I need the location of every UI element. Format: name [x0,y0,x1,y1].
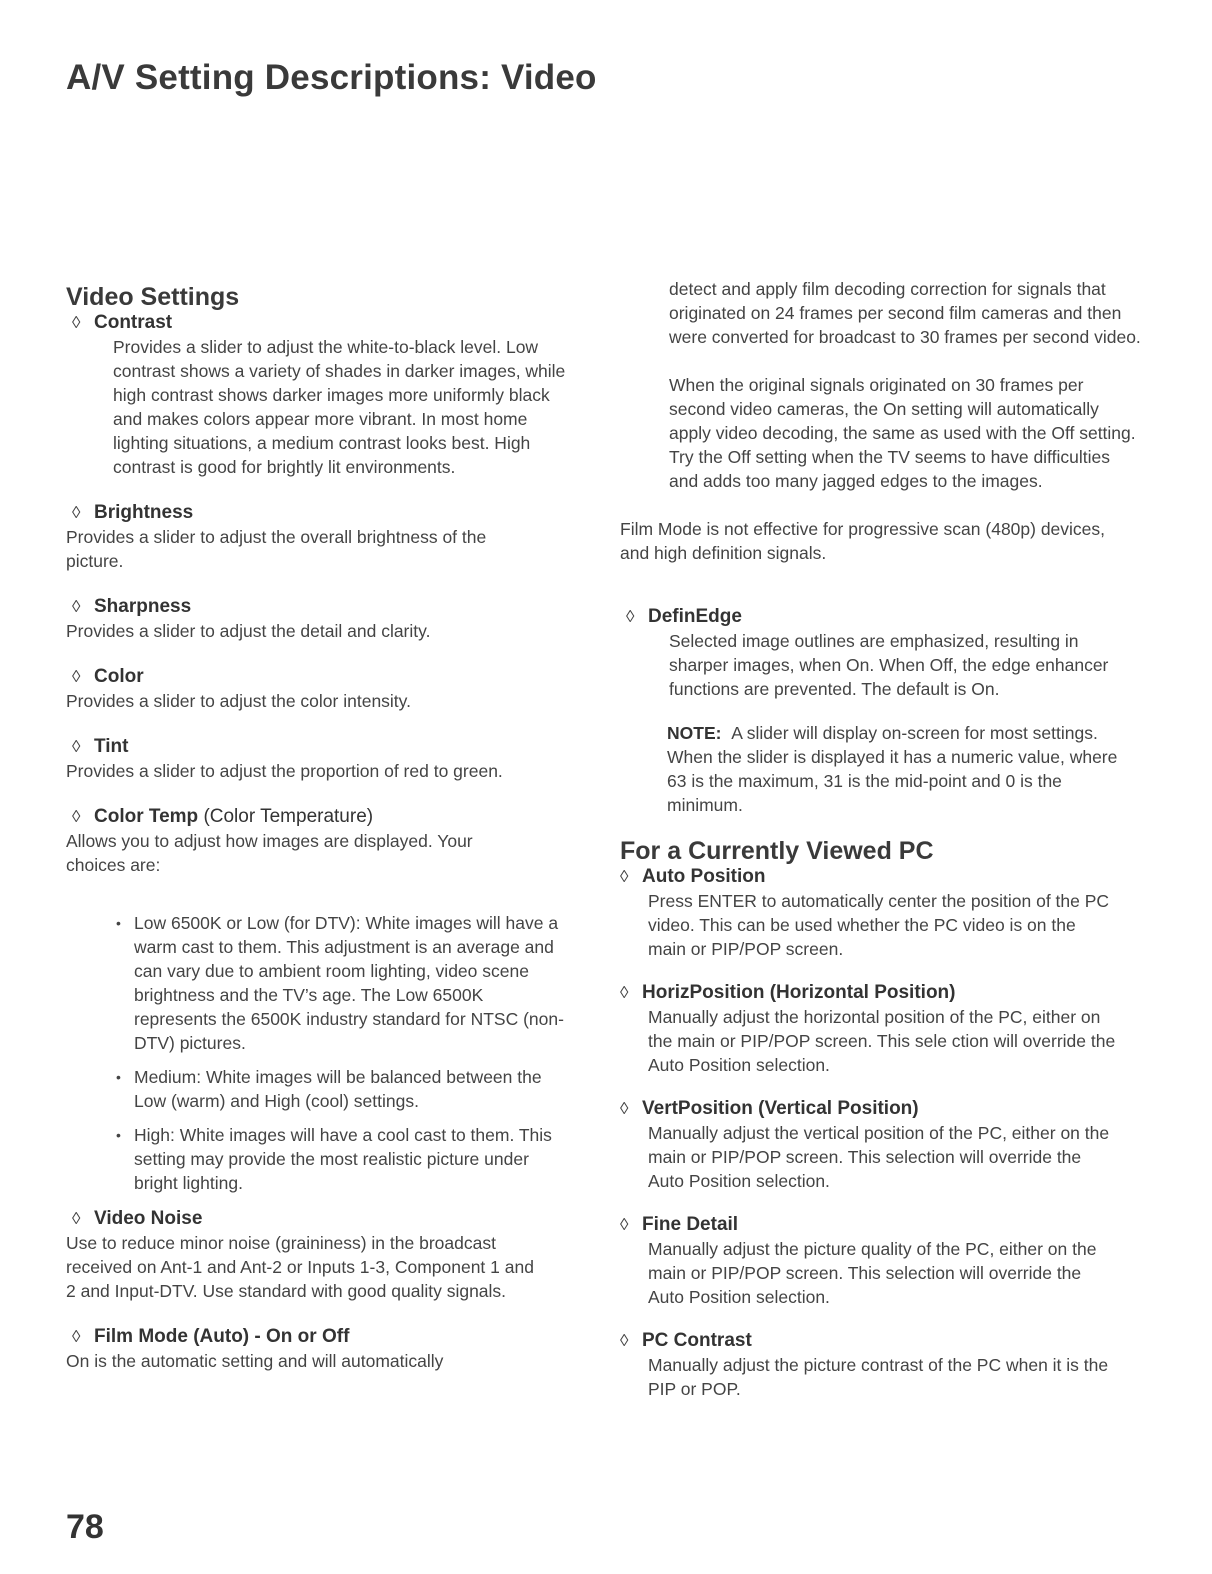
bullet-icon: • [116,1069,121,1085]
contrast-text: Provides a slider to adjust the white-to-black level. Low contrast shows a variety of shades in darker images, while high contrast shows darker images more uniformly black and makes colors appear more vibrant. In most home lighting situations, a medium contrast looks best. High contrast is good for brightly lit environments. [113,337,566,477]
film-mode-text-start: On is the automatic setting and will automatically [66,1351,444,1371]
fine-detail-title: Fine Detail [642,1214,739,1235]
fine-detail-text: Manually adjust the picture quality of the PC, either on the main or PIP/POP screen. This selection will override the Auto Position selection. [648,1239,1097,1307]
diamond-icon: ◊ [72,1209,81,1228]
choice-high-text: High: White images will have a cool cast to them. This setting may provide the most realistic picture under bright lighting. [134,1125,552,1193]
auto-position-text: Press ENTER to automatically center the position of the PC video. This can be used whether the PC video is on the main or PIP/POP screen. [648,891,1110,959]
left-column [66,283,596,1373]
video-noise-title: Video Noise [94,1208,203,1229]
video-noise-text: Use to reduce minor noise (graininess) in the broadcast received on Ant-1 and Ant-2 or Inputs 1-3, Component 1 and 2 and Input-DTV. Use standard with good quality signals. [66,1233,534,1301]
color-temp-choices [116,911,566,1195]
sharpness-text: Provides a slider to adjust the detail and clarity. [66,621,431,641]
diamond-icon: ◊ [72,737,81,756]
film-mode-text-p2: When the original signals originated on 30 frames per second video cameras, the On setting will automatically apply video decoding, the same as used with the Off setting. Try the Off setting when the TV seems to have difficulties and adds too many jagged edges to the images. [669,375,1136,491]
contrast-item [66,311,596,479]
tint-text: Provides a slider to adjust the proportion of red to green. [66,761,503,781]
auto-position-item [620,865,1160,961]
diamond-icon: ◊ [626,607,635,626]
brightness-item [66,501,596,573]
color-temp-item [66,805,596,1195]
diamond-icon: ◊ [72,1327,81,1346]
film-mode-title: Film Mode (Auto) - On or Off [94,1326,350,1347]
horiz-position-title: HorizPosition (Horizontal Position) [642,982,956,1003]
sharpness-item [66,595,596,643]
video-noise-item [66,1207,596,1303]
definedge-title: DefinEdge [648,606,742,627]
page-title: A/V Setting Descriptions: Video [66,58,597,97]
horiz-position-text: Manually adjust the horizontal position of the PC, either on the main or PIP/POP screen. This sele ction will override the Auto Position selection. [648,1007,1116,1075]
color-temp-subtitle: (Color Temperature) [203,806,374,827]
pc-contrast-item [620,1329,1160,1401]
bullet-icon: • [116,1127,121,1143]
film-mode-text-cont: detect and apply film decoding correction for signals that originated on 24 frames per second film cameras and then were converted for broadcast to 30 frames per second video. [669,279,1141,347]
diamond-icon: ◊ [620,1331,629,1350]
brightness-text: Provides a slider to adjust the overall brightness of the picture. [66,527,487,571]
auto-position-title: Auto Position [642,866,766,887]
tint-item [66,735,596,783]
pc-contrast-title: PC Contrast [642,1330,752,1351]
diamond-icon: ◊ [620,1215,629,1234]
slider-note [667,721,1137,817]
list-item [116,1065,566,1113]
bullet-icon: • [116,915,121,931]
list-item [116,911,566,1055]
right-column [620,277,1160,1401]
diamond-icon: ◊ [72,667,81,686]
diamond-icon: ◊ [620,983,629,1002]
film-mode-item [66,1325,596,1373]
definedge-text: Selected image outlines are emphasized, resulting in sharper images, when On. When Off, the edge enhancer functions are prevented. The default is On. [669,631,1109,699]
brightness-title: Brightness [94,502,194,523]
color-title: Color [94,666,144,687]
choice-medium-text: Medium: White images will be balanced between the Low (warm) and High (cool) settings. [134,1067,542,1111]
page-number: 78 [66,1508,104,1546]
diamond-icon: ◊ [620,1099,629,1118]
vert-position-title: VertPosition (Vertical Position) [642,1098,919,1119]
note-label: NOTE: [667,723,722,743]
diamond-icon: ◊ [72,503,81,522]
horiz-position-item [620,981,1160,1077]
pc-contrast-text: Manually adjust the picture contrast of the PC when it is the PIP or POP. [648,1355,1109,1399]
color-temp-text: Allows you to adjust how images are displayed. Your choices are: [66,831,473,875]
sharpness-title: Sharpness [94,596,192,617]
choice-low-text: Low 6500K or Low (for DTV): White images will have a warm cast to them. This adjustment is an average and can vary due to ambient room lighting, video scene brightness and the TV’s age. The Low 6500K represents the 6500K industry standard for NTSC (non-DTV) pictures. [134,913,564,1053]
vert-position-item [620,1097,1160,1193]
diamond-icon: ◊ [72,313,81,332]
list-item [116,1123,566,1195]
diamond-icon: ◊ [620,867,629,886]
fine-detail-item [620,1213,1160,1309]
definedge-item [620,605,1160,701]
color-temp-title: Color Temp [94,806,199,827]
note-text: A slider will display on-screen for most settings. When the slider is displayed it has a numeric value, where 63 is the maximum, 31 is the mid-point and 0 is the minimum. [667,723,1118,815]
diamond-icon: ◊ [72,807,81,826]
color-item [66,665,596,713]
tint-title: Tint [94,736,129,757]
vert-position-text: Manually adjust the vertical position of the PC, either on the main or PIP/POP screen. This selection will override the Auto Position selection. [648,1123,1110,1191]
film-mode-note: Film Mode is not effective for progressive scan (480p) devices, and high definition signals. [620,519,1106,563]
video-settings-heading: Video Settings [66,283,240,311]
pc-settings-heading: For a Currently Viewed PC [620,837,934,865]
diamond-icon: ◊ [72,597,81,616]
color-text: Provides a slider to adjust the color intensity. [66,691,411,711]
contrast-title: Contrast [94,312,173,333]
